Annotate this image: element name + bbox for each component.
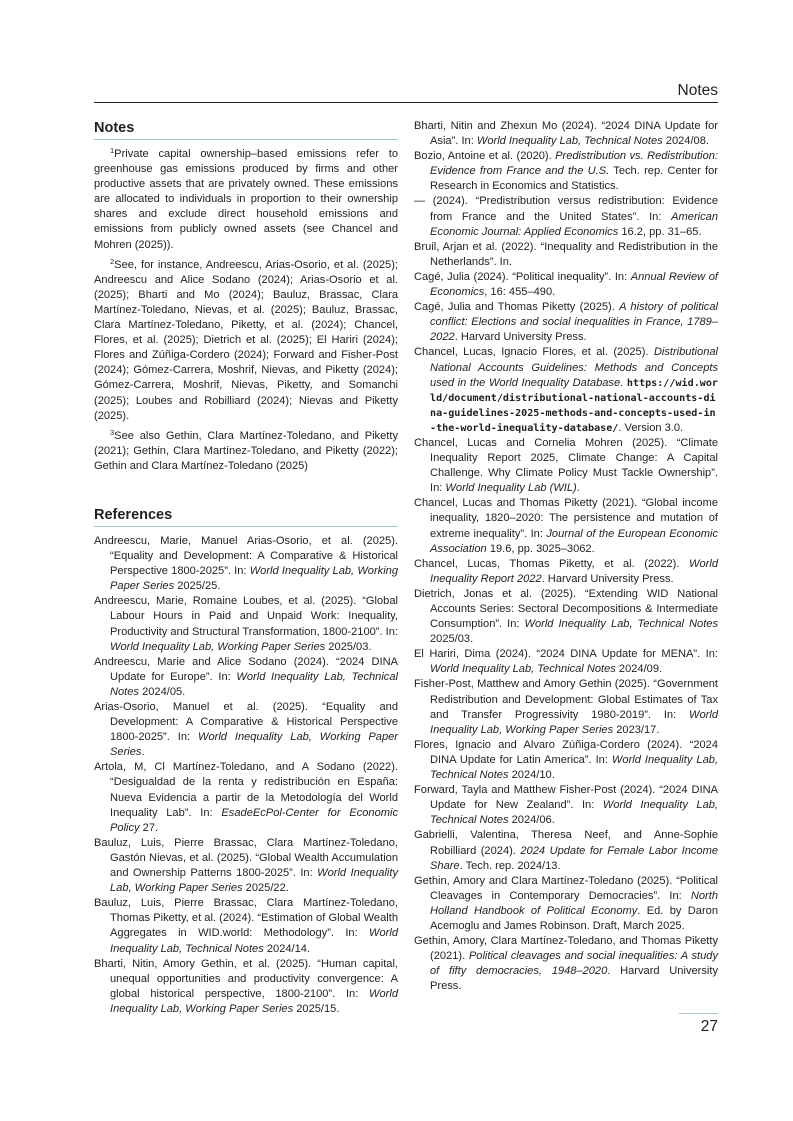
reference-source: Journal of the European Economic Association — [430, 527, 718, 555]
reference-entry — [94, 896, 398, 956]
reference-text: Andreescu, Marie, Romaine Loubes, et al. (2025). “Global Labour Hours in Paid and Unpaid Work: Inequality, Productivity and Structural Transformation, 1800-2100”. In: — [94, 595, 398, 638]
reference-text: . — [576, 482, 580, 495]
reference-text: El Hariri, Dima (2024). “2024 DINA Update for MENA”. In: — [414, 648, 718, 661]
reference-text: 27. — [139, 821, 159, 834]
footnote-mark: 3 — [110, 427, 115, 437]
reference-source: Distributional National Accounts Guidelines: Methods and Concepts used in the World Inequality Database — [430, 346, 718, 389]
running-title: Notes — [677, 82, 718, 99]
reference-source: A history of political conflict: Elections and social inequalities in France, 1789–2022 — [430, 301, 718, 344]
reference-text: Gethin, Amory and Clara Martínez-Toledano (2025). “Political Cleavages in Contemporary Democracies”. In: — [414, 874, 718, 902]
reference-entry — [414, 677, 718, 737]
running-header — [94, 80, 718, 103]
footnote — [94, 258, 398, 424]
reference-text: . — [620, 376, 627, 389]
reference-text: Gethin, Amory, Clara Martínez-Toledano, and Thomas Piketty (2021). — [414, 935, 718, 963]
reference-entry — [414, 738, 718, 783]
reference-source: World Inequality Lab, Working Paper Series — [110, 640, 326, 653]
reference-source: World Inequality Lab, Working Paper Series — [110, 987, 398, 1015]
reference-entry — [414, 270, 718, 300]
reference-text: 2024/06. — [508, 814, 555, 827]
reference-text: , 16: 455–490. — [484, 286, 556, 299]
reference-entry — [414, 587, 718, 647]
reference-text: 2025/03. — [430, 633, 474, 646]
footnote-text: Private capital ownership–based emissions refer to greenhouse gas emissions produced by firms and other productive assets that are privately owned. These emissions are allocated to individuals in proportion to their ownership shares and exclude direct household emissions and emissions from publicly owned assets (see Chancel and Mohren (2025)). — [94, 148, 398, 251]
reference-text: Bruil, Arjan et al. (2022). “Inequality and Redistribution in the Netherlands”. In. — [414, 240, 718, 268]
reference-text: 2025/03. — [325, 640, 372, 653]
reference-entry — [94, 760, 398, 835]
reference-text: Bauluz, Luis, Pierre Brassac, Clara Martínez-Toledano, Gastón Nievas, et al. (2025). “Global Wealth Accumulation and Ownership Patterns 1800-2025”. In: — [94, 836, 398, 880]
reference-text: . Tech. rep. 2024/13. — [459, 859, 561, 872]
reference-text: Chancel, Lucas, Ignacio Flores, et al. (2025). — [414, 346, 654, 359]
reference-source: World Inequality Lab, Technical Notes — [110, 927, 398, 955]
reference-text: . Harvard University Press. — [430, 965, 718, 993]
reference-entry — [94, 957, 398, 1017]
reference-entry — [94, 700, 398, 760]
reference-entry — [414, 194, 718, 239]
reference-text: Tech. rep. Center for Research in Economics and Statistics. — [430, 165, 718, 193]
reference-text: . — [141, 746, 145, 759]
reference-text: — (2024). “Predistribution versus redistribution: Evidence from France and the United States”. In: — [414, 195, 718, 223]
reference-text: Andreescu, Marie and Alice Sodano (2024). “2024 DINA Update for Europe”. In: — [94, 655, 398, 683]
reference-text: Chancel, Lucas and Cornelia Mohren (2025). “Climate Inequality Report 2025, Climate Change: A Capital Challenge. Why Climate Policy Must Tackle Ownership”. In: — [414, 436, 718, 495]
reference-text: Gabrielli, Valentina, Theresa Neef, and Anne-Sophie Robilliard (2024). — [414, 829, 718, 857]
reference-source: World Inequality Lab, Technical Notes — [430, 753, 718, 782]
reference-source: World Inequality Lab, Technical Notes — [476, 135, 663, 148]
reference-text: 2024/08. — [662, 135, 709, 148]
reference-text: Dietrich, Jonas et al. (2025). “Extending WID National Accounts Series: Sectoral Decompositions & Intermediate Consumption”. In: — [414, 587, 718, 631]
notes-list — [94, 147, 398, 474]
reference-entry — [414, 240, 718, 270]
reference-source: North Holland Handbook of Political Economy — [430, 889, 718, 917]
reference-text: 2025/22. — [242, 882, 289, 895]
reference-text: Arias-Osorio, Manuel et al. (2025). “Equality and Development: A Comparative & Historical Perspective 1800-2025”. In: — [94, 701, 398, 744]
reference-entry — [414, 436, 718, 496]
reference-entry — [414, 149, 718, 194]
reference-text: 2024/10. — [508, 769, 555, 782]
notes-heading: Notes — [94, 119, 398, 140]
footnote — [94, 429, 398, 474]
reference-text: 19.6, pp. 3025–3062. — [486, 542, 595, 555]
reference-entry — [414, 783, 718, 828]
reference-text: Bharti, Nitin and Zhexun Mo (2024). “2024 DINA Update for Asia”. In: — [414, 120, 718, 148]
reference-source: World Inequality Report 2022 — [430, 557, 718, 585]
references-list-right — [414, 119, 718, 994]
reference-text: Bharti, Nitin, Amory Gethin, et al. (2025). “Human capital, unequal opportunities and productivity convergence: A global historical perspective, 1800-2100”. In: — [94, 957, 398, 1000]
reference-text: . Ed. by Daron Acemoglu and James Robinson. Draft, March 2025. — [430, 904, 718, 932]
reference-source: Political cleavages and social inequalities: A study of fifty democracies, 1948–2020 — [430, 950, 719, 978]
reference-source: Annual Review of Economics — [430, 270, 718, 299]
footnote-mark: 1 — [110, 146, 115, 155]
footnote-mark: 2 — [110, 256, 115, 266]
reference-text: 2023/17. — [613, 723, 660, 736]
reference-text: . Harvard University Press. — [541, 572, 674, 585]
reference-text: Fisher-Post, Matthew and Amory Gethin (2025). “Government Redistribution and Development: Global Estimates of Tax and Transfer Progressivity 1980-2019”. In: — [414, 678, 718, 721]
reference-text: 2024/05. — [138, 685, 186, 698]
reference-text: 2024/09. — [615, 663, 663, 676]
reference-text: Flores, Ignacio and Alvaro Zúñiga-Cordero (2024). “2024 DINA Update for Latin America”. In: — [414, 738, 718, 766]
reference-text: Andreescu, Marie, Manuel Arias-Osorio, et al. (2025). “Equality and Development: A Comparative & Historical Perspective 1800-2025”. In: — [94, 534, 398, 578]
left-column — [94, 119, 398, 1017]
page-number: 27 — [679, 1013, 718, 1038]
reference-source: EsadeEcPol-Center for Economic Policy — [110, 806, 399, 834]
reference-source: World Inequality Lab (WIL) — [445, 482, 577, 495]
reference-text: Forward, Tayla and Matthew Fisher-Post (2024). “2024 DINA Update for New Zealand”. In: — [414, 784, 718, 812]
reference-entry — [414, 345, 718, 436]
reference-source: World Inequality Lab, Technical Notes — [110, 670, 398, 698]
reference-source: World Inequality Lab, Working Paper Series — [430, 708, 718, 736]
reference-text: 2025/25. — [174, 580, 221, 593]
reference-entry — [414, 119, 718, 149]
reference-text: Artola, M, Cl Martínez-Toledano, and A Sodano (2022). “Desigualdad de la renta y redistribución en España: Nueva Evidencia a partir de la Metodología del World Inequality Lab”. In: — [94, 761, 398, 819]
reference-source: World Inequality Lab, Working Paper Series — [110, 867, 398, 895]
reference-entry — [414, 496, 718, 556]
reference-entry — [414, 647, 718, 677]
reference-entry — [94, 534, 398, 594]
footnote — [94, 147, 398, 253]
reference-entry — [414, 557, 718, 587]
reference-entry — [94, 655, 398, 700]
reference-source: American Economic Journal: Applied Economics — [430, 210, 718, 238]
footnote-text: See, for instance, Andreescu, Arias-Osorio, et al. (2025); Andreescu and Alice Sodano (2024); Arias-Osorio et al. (2025); Bharti and Mo (2024); Bauluz, Brassac, Clara Martínez-Toledano, Nievas, et al. (2025); Bauluz, Brassac, Clara Martínez-Toledano, Piketty, et al. (2024); Chancel, Flores, et al. (2025); Dietrich et al. (2025); El Hariri (2024); Flores and Zúñiga-Cordero (2024); Forward and Fisher-Post (2024); Gómez-Carrera, Moshrif, Nievas, and Piketty (2024); Gómez-Carrera, Moshrif, Nievas, Piketty, and Somanchi (2025); Loubes and Robilliard (2024); Nievas and Piketty (2025). — [94, 258, 398, 422]
reference-entry — [414, 828, 718, 873]
reference-source: World Inequality Lab, Working Paper Series — [110, 731, 399, 759]
reference-entry — [414, 934, 718, 994]
reference-source: Predistribution vs. Redistribution: Evidence from France and the U.S. — [430, 150, 718, 178]
reference-url[interactable]: https://wid.world/document/distributional-national-accounts-dina-guidelines-2025-methods-and-concepts-used-in-the-world-inequality-database/ — [430, 377, 718, 434]
reference-source: World Inequality Lab, Working Paper Series — [110, 565, 399, 593]
reference-text: Bozio, Antoine et al. (2020). — [414, 150, 556, 163]
reference-source: World Inequality Lab, Technical Notes — [430, 799, 719, 827]
right-column — [414, 119, 718, 994]
references-heading: References — [94, 506, 398, 527]
reference-text: Bauluz, Luis, Pierre Brassac, Clara Martínez-Toledano, Thomas Piketty, et al. (2024). “Estimation of Global Wealth Aggregates in WID.world: Methodology”. In: — [94, 897, 398, 940]
reference-text: Cagé, Julia and Thomas Piketty (2025). — [414, 301, 620, 314]
footnote-text: See also Gethin, Clara Martínez-Toledano, and Piketty (2021); Gethin, Clara Martínez-Toledano, and Piketty (2022); Gethin and Clara Martínez-Toledano (2025) — [94, 429, 398, 472]
reference-text: 16.2, pp. 31–65. — [618, 225, 702, 238]
reference-text: 2024/14. — [263, 942, 311, 955]
reference-entry — [414, 874, 718, 934]
reference-text: . Version 3.0. — [618, 421, 684, 434]
reference-entry — [414, 300, 718, 345]
reference-source: World Inequality Lab, Technical Notes — [524, 618, 718, 631]
reference-text: Chancel, Lucas, Thomas Piketty, et al. (2022). — [414, 557, 690, 570]
reference-text: Chancel, Lucas and Thomas Piketty (2021). “Global income inequality, 1820–2020: The persistence and mutation of extreme inequality”. In: — [414, 497, 718, 540]
reference-source: World Inequality Lab, Technical Notes — [430, 663, 616, 676]
reference-source: 2024 Update for Female Labor Income Share — [430, 844, 718, 872]
reference-text: . Harvard University Press. — [454, 331, 587, 344]
reference-text: 2025/15. — [293, 1002, 340, 1015]
references-list-left — [94, 534, 398, 1017]
reference-text: Cagé, Julia (2024). “Political inequality”. In: — [414, 270, 631, 283]
reference-entry — [94, 594, 398, 654]
reference-entry — [94, 836, 398, 896]
